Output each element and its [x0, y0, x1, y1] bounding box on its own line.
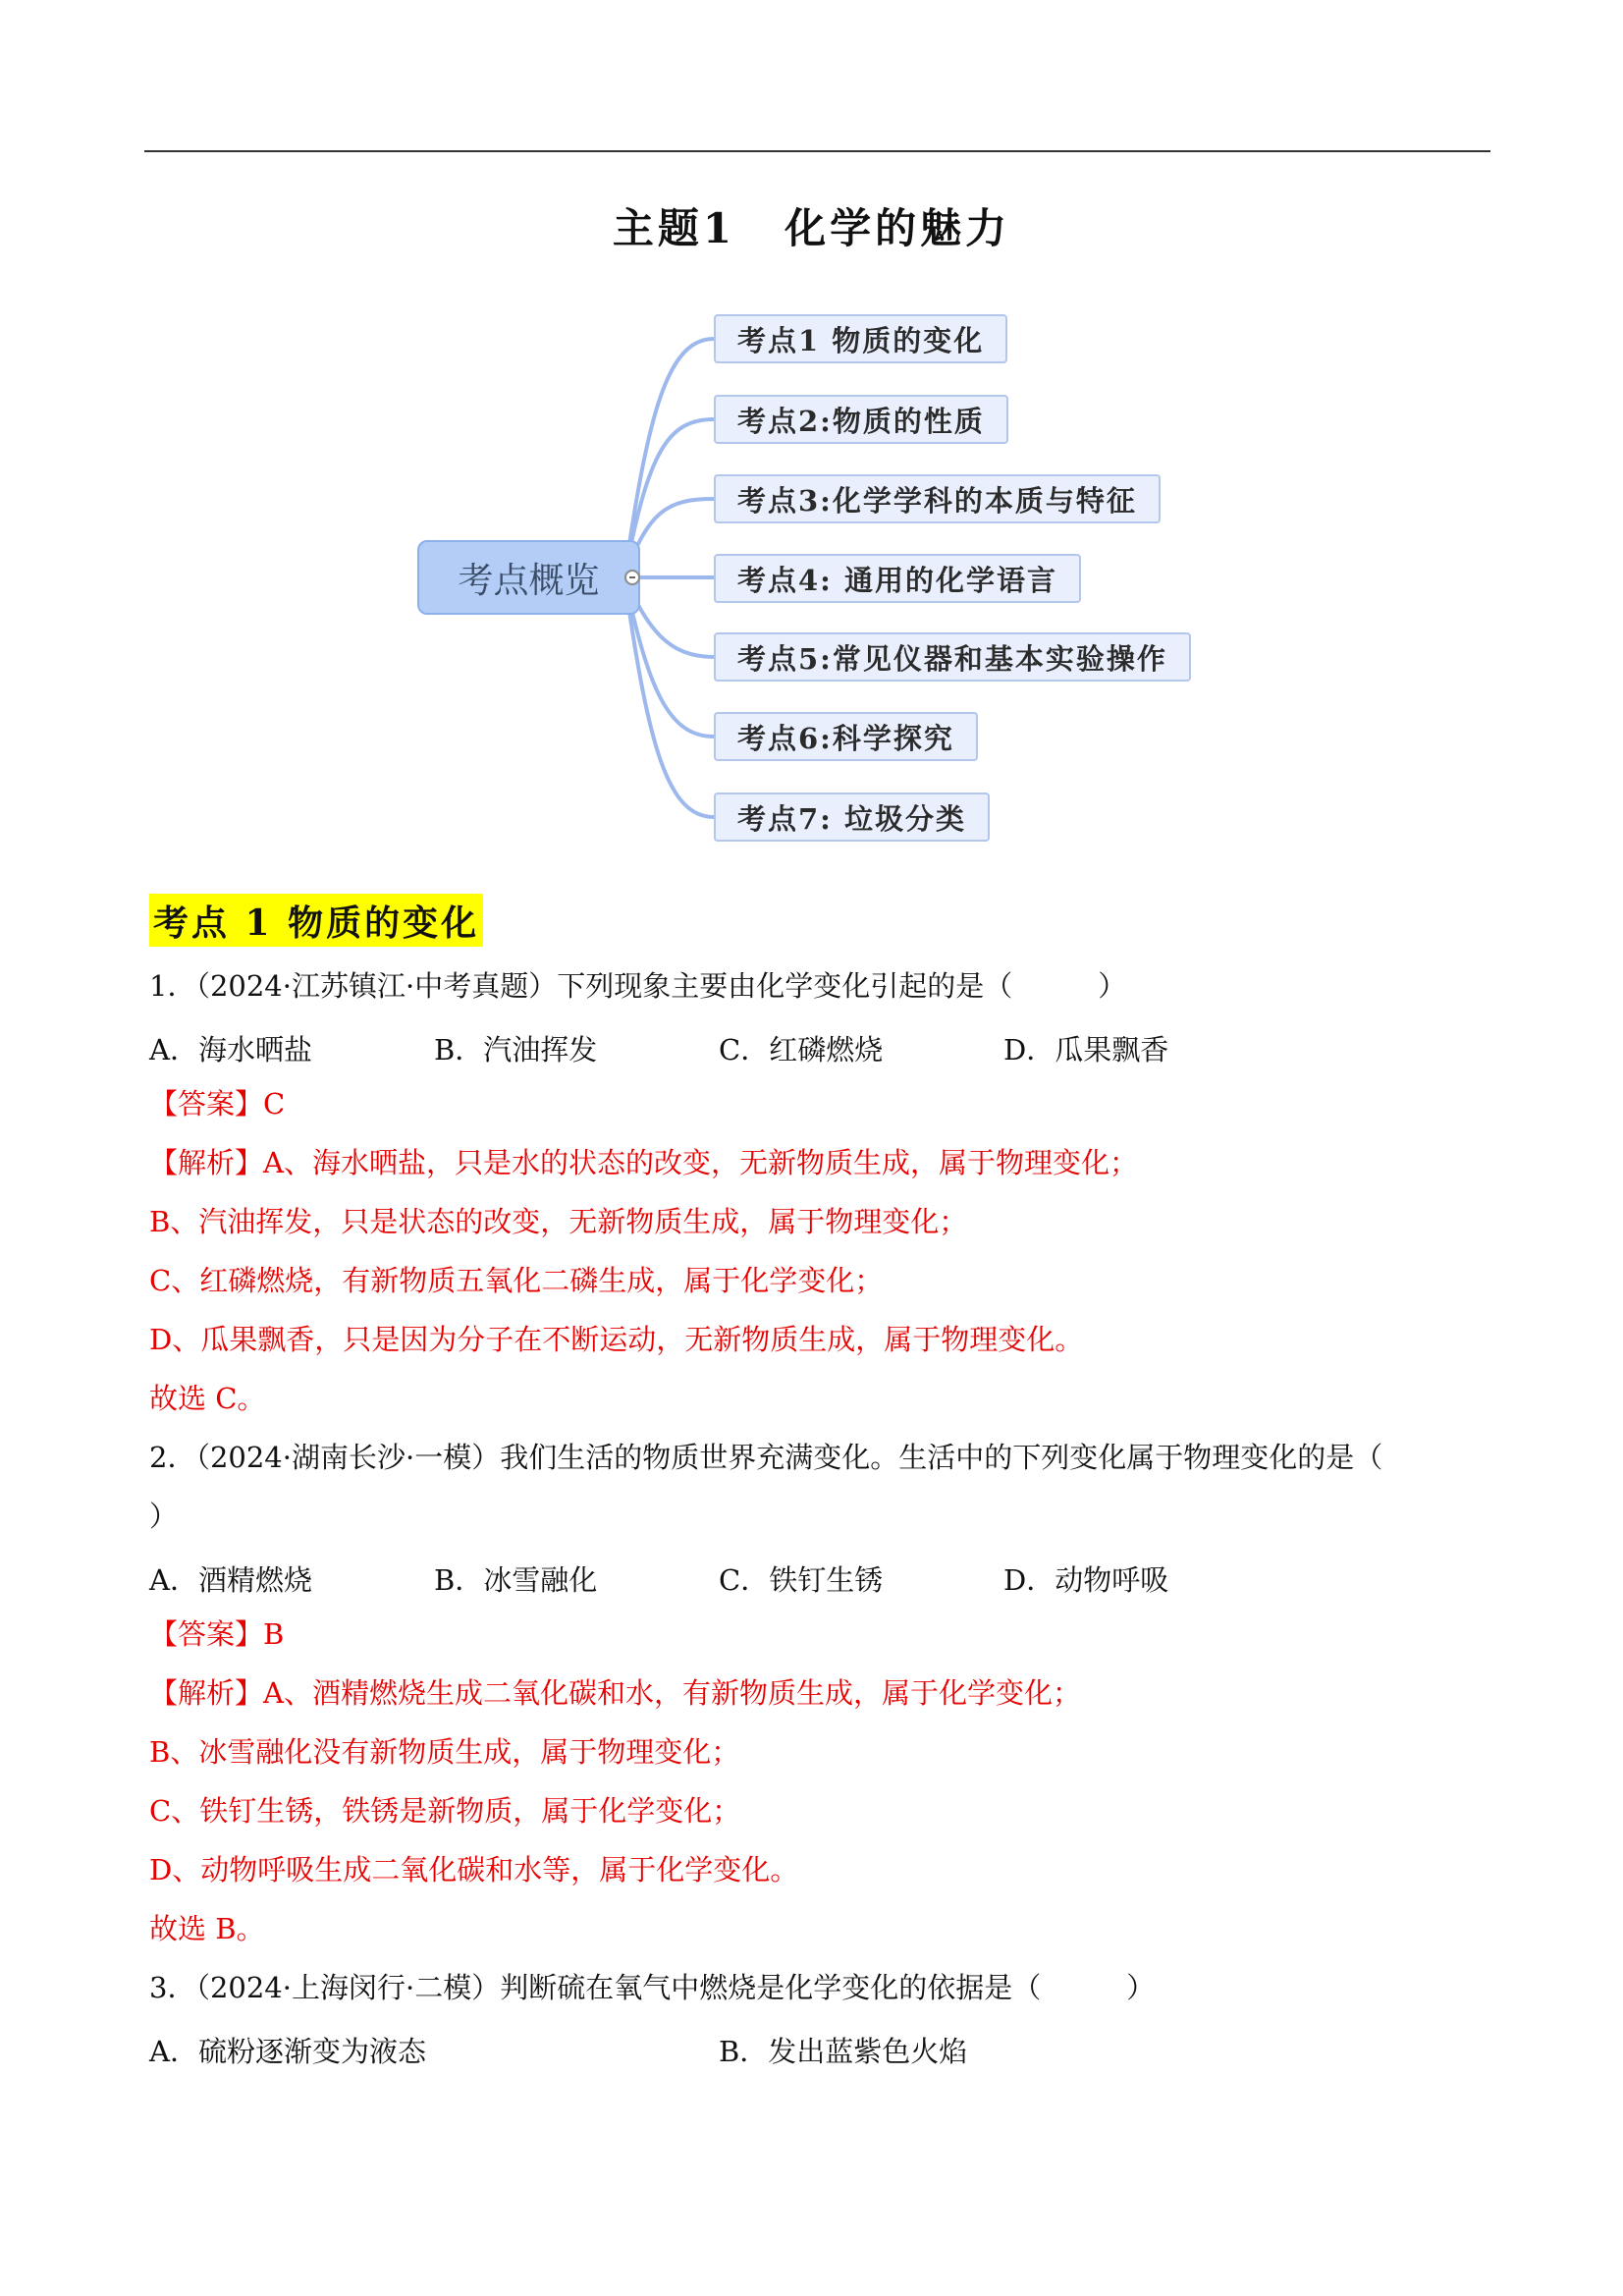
q1-analysis-4: D、瓜果飘香，只是因为分子在不断运动，无新物质生成，属于物理变化。	[149, 1323, 1084, 1356]
collapse-toggle-icon[interactable]	[624, 570, 640, 585]
q2-option-d: D．动物呼吸	[1003, 1563, 1169, 1597]
q2-conclusion: 故选 B。	[149, 1912, 265, 1945]
q1-conclusion: 故选 C。	[149, 1382, 266, 1415]
q1-answer: 【答案】C	[149, 1087, 286, 1121]
q1-option-d: D．瓜果飘香	[1003, 1033, 1169, 1066]
q2-analysis-3: C、铁钉生锈，铁锈是新物质，属于化学变化；	[149, 1794, 741, 1828]
q2-analysis-2: B、冰雪融化没有新物质生成，属于物理变化；	[149, 1735, 740, 1769]
section-heading: 考点 1 物质的变化	[149, 894, 483, 947]
q1-option-c: C．红磷燃烧	[719, 1033, 884, 1066]
q1-option-a: A．海水晒盐	[149, 1033, 312, 1066]
q2-analysis-4: D、动物呼吸生成二氧化碳和水等，属于化学变化。	[149, 1853, 799, 1886]
mindmap-node-7: 考点7: 垃圾分类	[714, 793, 990, 842]
q2-stem-continued: ）	[149, 1500, 179, 1533]
q2-stem: 2．（2024·湖南长沙·一模）我们生活的物质世界充满变化。生活中的下列变化属于物理变化的是（	[149, 1441, 1383, 1474]
title-number: 1	[702, 204, 736, 252]
q3-option-a: A．硫粉逐渐变为液态	[149, 2035, 426, 2068]
q3-option-b: B．发出蓝紫色火焰	[719, 2035, 968, 2068]
mindmap-node-4: 考点4: 通用的化学语言	[714, 554, 1081, 603]
q2-option-c: C．铁钉生锈	[719, 1563, 884, 1597]
mindmap-node-5: 考点5:常见仪器和基本实验操作	[714, 632, 1191, 682]
mindmap-node-1: 考点1 物质的变化	[714, 314, 1007, 363]
q1-analysis-3: C、红磷燃烧，有新物质五氧化二磷生成，属于化学变化；	[149, 1264, 884, 1297]
title-text: 化学的魅力	[784, 204, 1011, 252]
mindmap-node-3: 考点3:化学学科的本质与特征	[714, 474, 1161, 523]
q1-analysis-2: B、汽油挥发，只是状态的改变，无新物质生成，属于物理变化；	[149, 1205, 968, 1238]
mindmap-node-6: 考点6:科学探究	[714, 712, 978, 761]
q2-answer: 【答案】B	[149, 1617, 285, 1651]
title-prefix: 主题	[612, 204, 703, 252]
connector-7	[624, 577, 714, 817]
q1-option-b: B．汽油挥发	[434, 1033, 598, 1066]
mindmap-node-2: 考点2:物质的性质	[714, 395, 1008, 444]
q2-option-b: B．冰雪融化	[434, 1563, 598, 1597]
q3-stem: 3．（2024·上海闵行·二模）判断硫在氧气中燃烧是化学变化的依据是（ ）	[149, 1971, 1156, 2004]
q2-option-a: A．酒精燃烧	[149, 1563, 312, 1597]
q1-analysis-1: 【解析】A、海水晒盐，只是水的状态的改变，无新物质生成，属于物理变化；	[149, 1146, 1138, 1179]
q1-stem: 1．（2024·江苏镇江·中考真题）下列现象主要由化学变化引起的是（ ）	[149, 969, 1127, 1003]
q2-analysis-1: 【解析】A、酒精燃烧生成二氧化碳和水，有新物质生成，属于化学变化；	[149, 1676, 1081, 1710]
mindmap-center-node: 考点概览	[417, 540, 640, 615]
